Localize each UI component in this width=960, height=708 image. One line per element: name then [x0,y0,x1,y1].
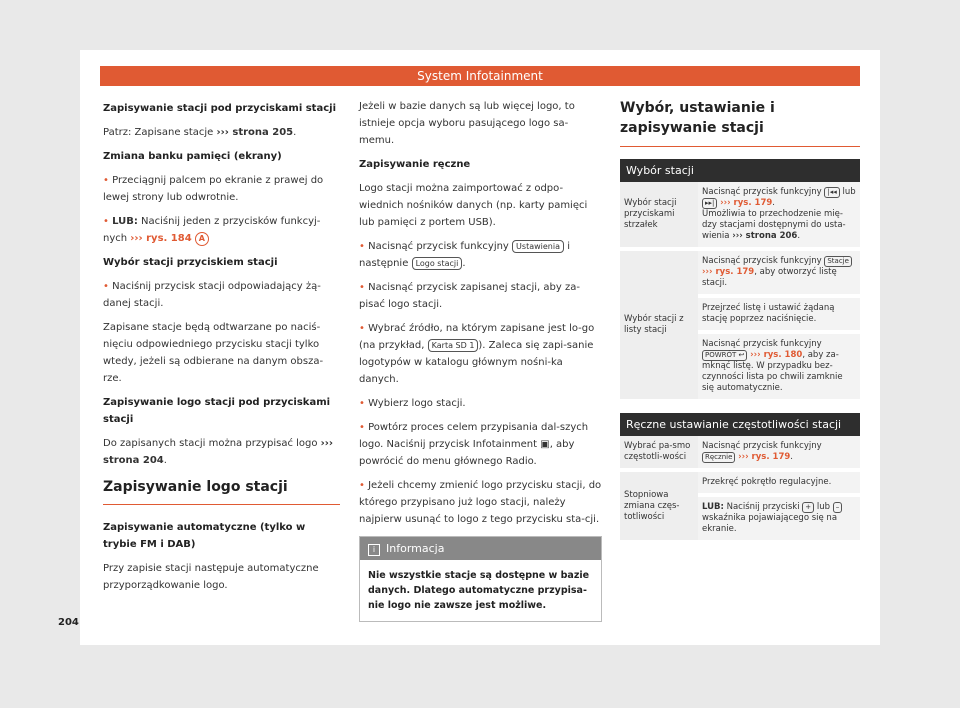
settings-key[interactable]: Ustawienia [512,240,564,253]
manual-key[interactable]: Ręcznie [702,452,735,463]
bullet-icon: • [359,398,365,409]
table-cell-left: Wybór stacji z listy stacji [620,249,698,399]
figure-reference[interactable]: ››› rys. 180 [750,350,803,360]
table-row [620,182,860,249]
column-right [620,98,860,554]
table-cell-right: Przekręć pokrętło regulacyjne. [698,470,860,495]
back-key[interactable]: POWRÓT ↩ [702,350,747,361]
bullet-icon: • [359,241,365,252]
info-header: i Informacja [360,537,601,560]
table-cell-right: Nacisnąć przycisk funkcyjny |◂◂ lub ▸▸| ››› rys. 179. Umożliwia to przechodzenie mię-dzy stacjami dostępnymi do usta-wienia ››› strona 206. [698,182,860,249]
page-reference[interactable]: ››› strona 204 [103,438,334,466]
callout-badge: A [195,232,209,246]
info-icon: i [368,544,380,556]
info-body: Nie wszystkie stacje są dostępne w bazie danych. Dlatego automatyczne przypisa-nie logo nie zawsze jest możliwe. [368,570,590,611]
paragraph-auto-logo: Przy zapisie stacji następuje automatyczne przyporządkowanie logo. [103,563,319,591]
table-cell-right: LUB: Naciśnij przyciski + lub – wskaźnika pojawiającego się na ekranie. [698,495,860,540]
bullet-settings: • Nacisnąć przycisk funkcyjny Ustawienia i następnie Logo stacji . [359,241,570,269]
heading-select-station: Wybór stacji przyciskiem stacji [103,257,278,268]
page-number: 204 [58,617,79,628]
table-cell-right: Przejrzeć listę i ustawić żądaną stację poprzez naciśnięcie. [698,296,860,332]
column-middle [359,98,602,622]
infotainment-menu-icon: ▣ [540,439,550,450]
paragraph-logo-choice: Jeżeli w bazie danych są lub więcej logo, to istnieje opcja wyboru pasującego logo sa-memu. [359,101,575,146]
next-key[interactable]: ▸▸| [702,198,717,209]
stations-key[interactable]: Stacje [824,256,852,267]
table-row [620,470,860,495]
table-cell-left: Stopniowa zmiana częs-totliwości [620,470,698,540]
heading-manual-save: Zapisywanie ręczne [359,159,471,170]
manual-page [80,50,880,645]
table-cell-left: Wybór stacji przyciskami strzałek [620,182,698,249]
heading-save-logo: Zapisywanie logo stacji pod przyciskami stacji [103,397,331,425]
bullet-swipe: • Przeciągnij palcem po ekranie z prawej do lewej strony lub odwrotnie. [103,175,324,203]
minus-key[interactable]: – [833,502,843,513]
page-reference[interactable]: ››› strona 205 [216,127,294,138]
table-cell-right: Nacisnąć przycisk funkcyjny Ręcznie ››› rys. 179. [698,436,860,470]
bullet-choose-logo: • Wybierz logo stacji. [359,398,466,409]
heading-auto-save: Zapisywanie automatyczne (tylko w trybie FM i DAB) [103,522,306,550]
heading-save-stations: Zapisywanie stacji pod przyciskami stacji [103,103,336,114]
table-row [620,436,860,470]
table-row [620,249,860,296]
bullet-function-key: • LUB: Naciśnij jeden z przycisków funkcyj-nych ››› rys. 184 A [103,216,321,244]
page-header: System Infotainment [100,66,860,86]
bullet-source: • Wybrać źródło, na którym zapisane jest lo-go (na przykład, Karta SD 1 ). Zaleca się zapi-sanie logotypów w katalogu głównym nośni-ka danych. [359,323,595,385]
table-cell-left: Wybrać pa-smo częstotli-wości [620,436,698,470]
table-header: Wybór stacji [620,159,860,182]
column-left [103,98,340,601]
info-box [359,536,602,622]
bullet-icon: • [359,422,365,433]
bullet-icon: • [359,282,365,293]
section-title-stations: Wybór, ustawianie i zapisywanie stacji [620,98,860,147]
bullet-press-saved: • Nacisnąć przycisk zapisanej stacji, aby za-pisać logo stacji. [359,282,580,310]
figure-reference[interactable]: ››› rys. 179 [738,452,791,462]
paragraph-see-saved: Patrz: Zapisane stacje ››› strona 205. [103,127,297,138]
bullet-icon: • [359,480,365,491]
figure-reference[interactable]: ››› rys. 184 [130,233,192,244]
figure-reference[interactable]: ››› rys. 179 [702,267,755,277]
table-manual-frequency [620,413,860,540]
bullet-icon: • [103,216,109,227]
bullet-icon: • [359,323,365,334]
bullet-icon: • [103,281,109,292]
paragraph-playback: Zapisane stacje będą odtwarzane po naciś-nięciu odpowiedniego przycisku stacji tylko wtedy, jeżeli są odbierane na danym obsza-rze. [103,322,324,384]
bullet-repeat: • Powtórz proces celem przypisania dal-szych logo. Naciśnij przycisk Infotainment ▣, aby powrócić do menu głównego Radio. [359,422,589,467]
prev-key[interactable]: |◂◂ [824,187,839,198]
bullet-press-station: • Naciśnij przycisk stacji odpowiadający żą-danej stacji. [103,281,321,309]
heading-memory-bank: Zmiana banku pamięci (ekrany) [103,151,282,162]
table-station-select [620,159,860,399]
sd-card-key[interactable]: Karta SD 1 [428,339,479,352]
station-logo-key[interactable]: Logo stacji [412,257,463,270]
bullet-icon: • [103,175,109,186]
table-cell-right: Nacisnąć przycisk funkcyjny POWRÓT ↩ ››› rys. 180, aby za-mknąć listę. W przypadku bez-czynności lista po chwili zamknie się automatycznie. [698,332,860,399]
figure-reference[interactable]: ››› rys. 179 [720,198,773,208]
bullet-change-logo: • Jeżeli chcemy zmienić logo przycisku stacji, do którego przypisano już logo stacji, należy najpierw usunąć to logo z tego przycisku sta-cji. [359,480,602,525]
page-reference[interactable]: ››› strona 206 [732,231,798,241]
table-header: Ręczne ustawianie częstotliwości stacji [620,413,860,436]
table-cell-right: Nacisnąć przycisk funkcyjny Stacje ››› rys. 179, aby otworzyć listę stacji. [698,249,860,296]
paragraph-assign-logo: Do zapisanych stacji można przypisać logo ››› strona 204. [103,438,334,466]
section-title-logo: Zapisywanie logo stacji [103,479,340,505]
paragraph-import: Logo stacji można zaimportować z odpo-wiednich nośników danych (np. karty pamięci lub pamięci z portem USB). [359,183,588,228]
plus-key[interactable]: + [802,502,814,513]
